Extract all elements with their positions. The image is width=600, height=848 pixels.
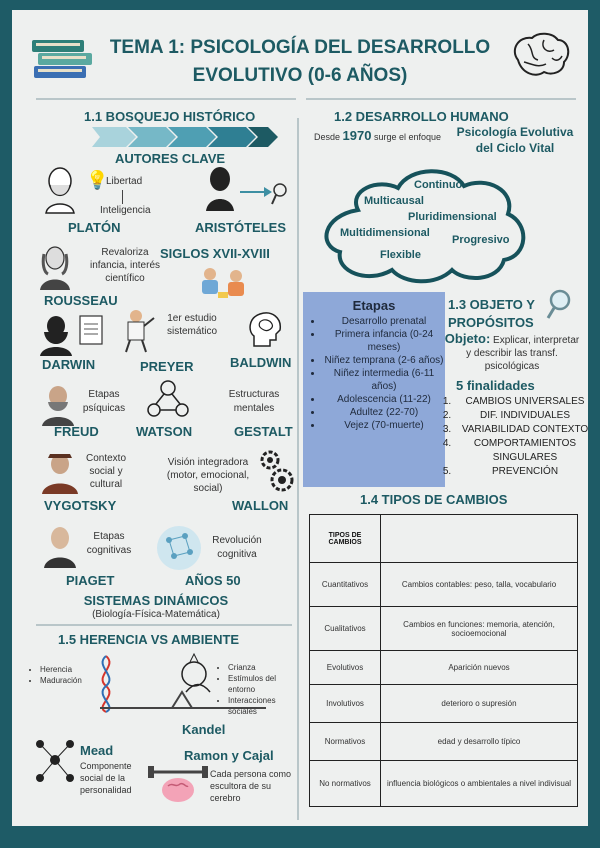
cloud-word-flexible: Flexible (380, 249, 421, 261)
aristoteles-name: ARISTÓTELES (195, 220, 287, 235)
table-cell: Cambios contables: peso, talla, vocabulario (381, 563, 578, 607)
children-playing-icon (196, 266, 252, 300)
desde-text (314, 128, 441, 143)
cloud-word-progresivo: Progresivo (452, 234, 510, 246)
psicologia-evolutiva-heading: Psicología Evolutiva del Ciclo Vital (456, 125, 574, 155)
piaget-name: PIAGET (66, 573, 115, 588)
wallon-name: WALLON (232, 498, 289, 513)
aristotle-bust-icon (202, 165, 238, 213)
divider (36, 624, 292, 626)
etapas-psiquicas-text: Etapas psíquicas (82, 389, 126, 414)
authors-heading: AUTORES CLAVE (115, 151, 226, 166)
list-item: 2. DIF. INDIVIDUALES (454, 409, 588, 423)
objeto-label: Objeto: (444, 331, 491, 346)
libertad-label: Libertad (106, 176, 143, 187)
mead-text: Componente social de la personalidad (80, 761, 132, 795)
divider (306, 98, 576, 100)
list-item: 4. COMPORTAMIENTOS SINGULARES (454, 437, 588, 465)
list-item: • Interacciones sociales (228, 695, 300, 717)
social-network-icon (32, 736, 78, 786)
cloud-word-multicausal: Multicausal (364, 195, 424, 207)
primer-estudio-text: 1er estudio sistemático (166, 313, 217, 337)
siglos-heading: SIGLOS XVII-XVIII (160, 246, 270, 261)
table-cell: Aparición nuevos (381, 651, 578, 685)
list-item: 5. PREVENCIÓN (454, 465, 588, 479)
ambiente-list (216, 662, 300, 717)
contexto-text: Contexto social y cultural (85, 453, 127, 490)
finalidades-list (436, 395, 588, 479)
table-cell: influencia biológicos o ambientales a nivel indivisual (381, 761, 578, 807)
document-icon (78, 314, 104, 346)
table-cell: deterioro o supresión (381, 685, 578, 723)
list-item: 1. CAMBIOS UNIVERSALES (454, 395, 588, 409)
revolucion-text: Revolución cognitiva (212, 535, 262, 560)
gears-icon (256, 446, 296, 494)
darwin-name: DARWIN (42, 357, 96, 372)
table-cell: Cuantitativos (310, 563, 381, 607)
watson-name: WATSON (136, 424, 193, 439)
brain-icon (508, 30, 572, 82)
table-row (310, 515, 578, 563)
list-item: • Niñez temprana (2-6 años) (323, 354, 445, 367)
list-item: • Adolescencia (11-22) (323, 393, 445, 406)
freud-name: FREUD (54, 424, 99, 439)
table-cell: Involutivos (310, 685, 381, 723)
section-1-5-heading: 1.5 HERENCIA VS AMBIENTE (58, 632, 240, 647)
behaviorism-network-icon (146, 378, 190, 420)
baldwin-name: BALDWIN (230, 355, 292, 370)
vygotsky-portrait-icon (40, 450, 80, 494)
cloud-word-continuo: Continuo (414, 179, 463, 191)
section-1-4-heading: 1.4 TIPOS DE CAMBIOS (360, 492, 508, 507)
etapas-box (303, 292, 445, 487)
objeto-desc: Explicar, interpretar y describir las transf. psicológicas (466, 335, 580, 372)
inteligencia-label: Inteligencia (100, 205, 151, 216)
sistemas-subtitle: (Biología-Física-Matemática) (92, 609, 220, 620)
etapas-heading: Etapas (352, 298, 396, 313)
timeline-arrows (92, 127, 278, 147)
desde-pre: Desde (314, 132, 343, 142)
list-item: • Herencia (40, 664, 82, 675)
table-cell: edad y desarrollo típico (381, 723, 578, 761)
desde-year: 1970 (342, 128, 372, 143)
etapas-cognitivas-text: Etapas cognitivas (86, 531, 132, 556)
section-1-1-heading: 1.1 BOSQUEJO HISTÓRICO (84, 109, 256, 124)
table-row (310, 761, 578, 807)
ramon-name: Ramon y Cajal (184, 748, 274, 763)
magnifier-icon (546, 288, 576, 322)
arrow-line (122, 190, 123, 204)
vision-text: Visión integradora (motor, emocional, social) (166, 457, 250, 494)
network-brain-icon (152, 522, 206, 574)
table-cell: Normativos (310, 723, 381, 761)
scientist-icon (116, 308, 158, 354)
etapas-list (303, 315, 445, 432)
plato-bust-icon (40, 165, 80, 215)
list-item: • Primera infancia (0-24 meses) (323, 328, 445, 354)
darwin-portrait-icon (38, 314, 74, 356)
table-header-cell (381, 515, 578, 563)
table-cell: Cambios en funciones: memoria, atención, socioemocional (381, 607, 578, 651)
brain-weightlifting-icon (146, 764, 210, 806)
table-cell: Evolutivos (310, 651, 381, 685)
title-line-1: TEMA 1: PSICOLOGÍA DEL DESARROLLO (109, 37, 491, 58)
list-item: • Desarrollo prenatal (323, 315, 445, 328)
list-item: 3. VARIABILIDAD CONTEXTO (454, 423, 588, 437)
ramon-text: Cada persona como escultora de su cerebro (210, 769, 292, 803)
mead-name: Mead (80, 743, 114, 758)
rousseau-name: ROUSSEAU (44, 293, 118, 308)
kandel-name: Kandel (182, 722, 226, 737)
title-line-2: EVOLUTIVO (0-6 AÑOS) (192, 65, 408, 86)
section-1-3-heading: 1.3 OBJETO Y PROPÓSITOS (448, 297, 535, 330)
table-row (310, 651, 578, 685)
gestalt-name: GESTALT (234, 424, 293, 439)
tipos-cambios-table (309, 514, 578, 807)
objeto-text (444, 332, 580, 373)
desde-post: surge el enfoque (371, 132, 442, 142)
estructuras-text: Estructuras mentales (228, 389, 280, 414)
page (12, 10, 588, 826)
preyer-name: PREYER (140, 359, 194, 374)
table-header-cell: TIPOS DE CAMBIOS (310, 515, 381, 563)
list-item: • Adultez (22-70) (323, 406, 445, 419)
platon-name: PLATÓN (68, 220, 121, 235)
table-cell: Cualitativos (310, 607, 381, 651)
table-row (310, 685, 578, 723)
herencia-list (28, 664, 82, 686)
anos50-name: AÑOS 50 (185, 573, 241, 588)
list-item: • Estímulos del entorno (228, 673, 300, 695)
list-item: • Crianza (228, 662, 300, 673)
lightbulb-icon: 💡 (86, 170, 109, 190)
finalidades-heading: 5 finalidades (456, 378, 535, 393)
sistemas-dinamicos-heading: SISTEMAS DINÁMICOS (83, 593, 229, 608)
section-1-2-heading: 1.2 DESARROLLO HUMANO (334, 109, 509, 124)
cloud-word-pluridimensional: Pluridimensional (408, 211, 497, 223)
table-row (310, 607, 578, 651)
cloud-word-multidimensional: Multidimensional (340, 227, 430, 239)
freud-portrait-icon (40, 384, 76, 426)
list-item: • Niñez intermedia (6-11 años) (323, 367, 445, 393)
page-title (82, 34, 518, 90)
rousseau-portrait-icon (38, 244, 72, 290)
piaget-portrait-icon (42, 524, 78, 568)
revaloriza-text: Revaloriza infancia, interés científico (89, 247, 161, 284)
table-cell: No normativos (310, 761, 381, 807)
arrow-magnifier-icon (238, 180, 290, 210)
vygotsky-name: VYGOTSKY (44, 498, 117, 513)
divider (36, 98, 296, 100)
list-item: • Vejez (70-muerte) (323, 419, 445, 432)
table-row (310, 563, 578, 607)
list-item: • Maduración (40, 675, 82, 686)
head-brain-icon (246, 310, 284, 350)
table-row (310, 723, 578, 761)
